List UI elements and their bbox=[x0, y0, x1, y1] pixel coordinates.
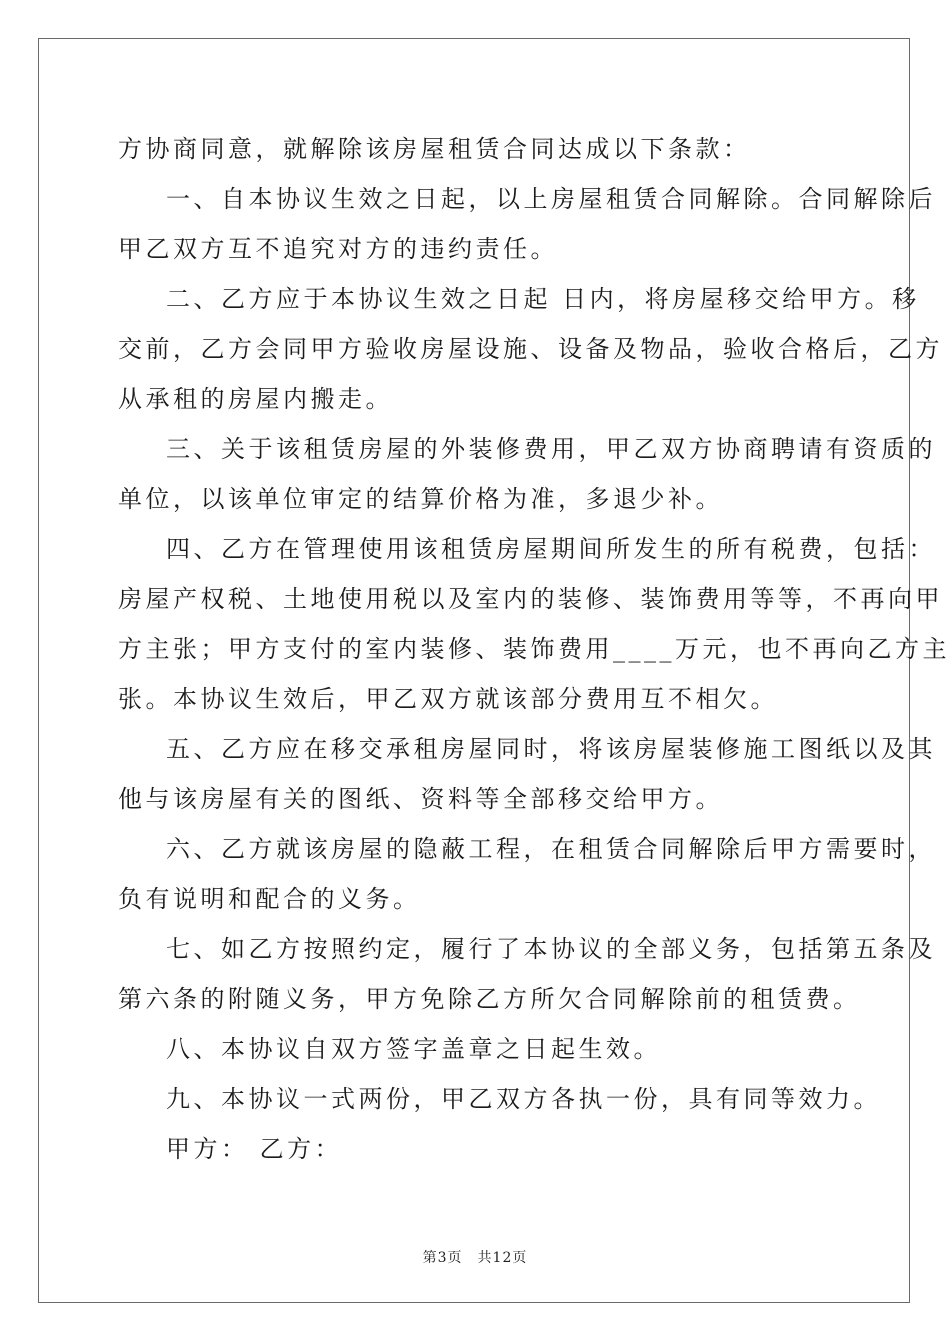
page-number: 第3页 共12页 bbox=[422, 1250, 528, 1266]
clause-6-line: 六、乙方就该房屋的隐蔽工程，在租赁合同解除后甲方需要时， bbox=[166, 835, 936, 863]
clause-2-line: 二、乙方应于本协议生效之日起 日内，将房屋移交给甲方。移 bbox=[166, 285, 920, 313]
clause-5-line: 五、乙方应在移交承租房屋同时，将该房屋装修施工图纸以及其 bbox=[166, 735, 936, 763]
clause-1-line: 一、自本协议生效之日起，以上房屋租赁合同解除。合同解除后 bbox=[166, 185, 936, 213]
clause-9-line: 九、本协议一式两份，甲乙双方各执一份，具有同等效力。 bbox=[166, 1085, 881, 1113]
text-line: 负有说明和配合的义务。 bbox=[118, 885, 421, 913]
text-line: 从承租的房屋内搬走。 bbox=[118, 385, 393, 413]
text-line: 甲乙双方互不追究对方的违约责任。 bbox=[118, 235, 558, 263]
text-line: 房屋产权税、土地使用税以及室内的装修、装饰费用等等，不再向甲 bbox=[118, 585, 943, 613]
text-line: 他与该房屋有关的图纸、资料等全部移交给甲方。 bbox=[118, 785, 723, 813]
text-line: 张。本协议生效后，甲乙双方就该部分费用互不相欠。 bbox=[118, 685, 778, 713]
clause-7-line: 七、如乙方按照约定，履行了本协议的全部义务，包括第五条及 bbox=[166, 935, 936, 963]
clause-8-line: 八、本协议自双方签字盖章之日起生效。 bbox=[166, 1035, 661, 1063]
text-line: 单位，以该单位审定的结算价格为准，多退少补。 bbox=[118, 485, 723, 513]
clause-4-line: 四、乙方在管理使用该租赁房屋期间所发生的所有税费，包括： bbox=[166, 535, 936, 563]
signature-line: 甲方： 乙方： bbox=[166, 1135, 343, 1163]
text-line: 第六条的附随义务，甲方免除乙方所欠合同解除前的租赁费。 bbox=[118, 985, 861, 1013]
document-body bbox=[118, 124, 950, 1174]
text-line: 交前，乙方会同甲方验收房屋设施、设备及物品，验收合格后，乙方 bbox=[118, 335, 943, 363]
text-line: 方主张；甲方支付的室内装修、装饰费用____万元，也不再向乙方主 bbox=[118, 635, 950, 663]
clause-3-line: 三、关于该租赁房屋的外装修费用，甲乙双方协商聘请有资质的 bbox=[166, 435, 936, 463]
text-line: 方协商同意，就解除该房屋租赁合同达成以下条款： bbox=[118, 135, 751, 163]
